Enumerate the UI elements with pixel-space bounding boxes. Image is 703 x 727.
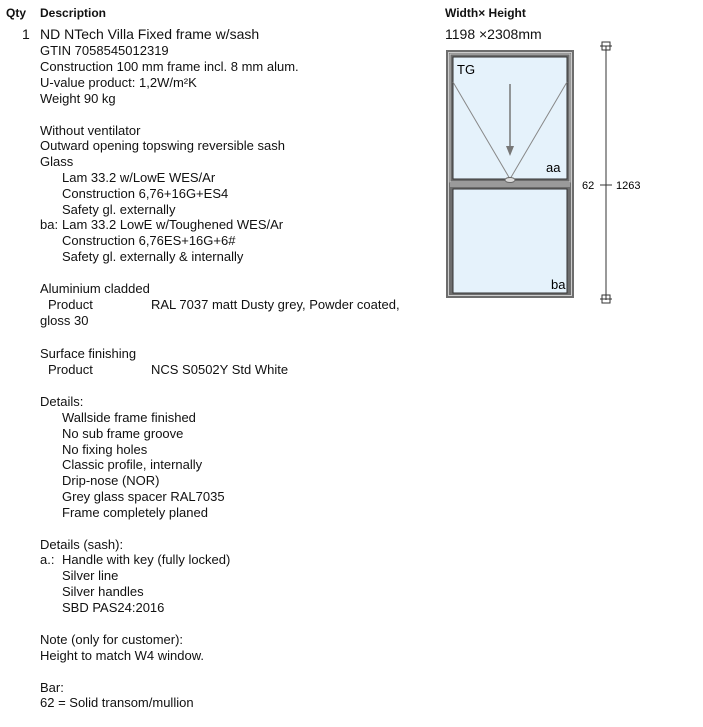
- cladding-product-value: RAL 7037 matt Dusty grey, Powder coated,: [151, 297, 400, 312]
- bar-text: 62 = Solid transom/mullion: [40, 695, 194, 710]
- cladding-title: Aluminium cladded: [40, 281, 150, 296]
- details-item: Drip-nose (NOR): [62, 473, 160, 488]
- details-item: Grey glass spacer RAL7035: [62, 489, 225, 504]
- cladding-product-label: Product: [48, 297, 93, 312]
- details-item: Frame completely planed: [62, 505, 208, 520]
- lower-glass-label: ba: [551, 277, 566, 292]
- glass-label: Glass: [40, 154, 74, 169]
- construction: Construction 100 mm frame incl. 8 mm alum.: [40, 59, 299, 74]
- details-item: No fixing holes: [62, 442, 148, 457]
- item-size: 1198 ×2308mm: [445, 26, 542, 42]
- glass2-safety: Safety gl. externally & internally: [62, 249, 244, 264]
- details-sash-prefix: a.:: [40, 552, 55, 567]
- gtin: GTIN 7058545012319: [40, 43, 169, 58]
- details-sash-item: Handle with key (fully locked): [62, 552, 231, 567]
- glass2-type: Lam 33.2 LowE w/Toughened WES/Ar: [62, 217, 284, 232]
- window-drawing: [440, 36, 700, 310]
- bar-dimension: 62: [582, 180, 595, 192]
- details-sash-item: Silver handles: [62, 584, 144, 599]
- glass2-construction: Construction 6,76ES+16G+6#: [62, 233, 236, 248]
- surface-title: Surface finishing: [40, 346, 137, 361]
- glass2-prefix: ba:: [40, 217, 59, 232]
- glass1-type: Lam 33.2 w/LowE WES/Ar: [62, 170, 216, 185]
- lower-glass: [453, 189, 567, 293]
- surface-product-label: Product: [48, 362, 93, 377]
- qty-header: Qty: [6, 6, 27, 20]
- cladding-product-value-cont: gloss 30: [40, 313, 89, 328]
- details-sash-item: SBD PAS24:2016: [62, 600, 165, 615]
- u-value: U-value product: 1,2W/m²K: [40, 75, 197, 90]
- details-item: No sub frame groove: [62, 426, 184, 441]
- surface-product-value: NCS S0502Y Std White: [151, 362, 289, 377]
- glass1-safety: Safety gl. externally: [62, 202, 176, 217]
- note-title: Note (only for customer):: [40, 632, 184, 647]
- glass1-construction: Construction 6,76+16G+ES4: [62, 186, 229, 201]
- note-text: Height to match W4 window.: [40, 648, 205, 663]
- height-dimension: 1263: [616, 180, 641, 192]
- description-header: Description: [40, 6, 107, 20]
- top-label: TG: [457, 62, 476, 77]
- details-sash-item: Silver line: [62, 568, 119, 583]
- opening: Outward opening topswing reversible sash: [40, 138, 285, 153]
- ventilator: Without ventilator: [40, 123, 141, 138]
- bar-title: Bar:: [40, 680, 64, 695]
- dimensions-header: Width× Height: [445, 6, 526, 20]
- details-sash-title: Details (sash):: [40, 537, 124, 552]
- item-qty: 1: [22, 26, 30, 42]
- details-item: Wallside frame finished: [62, 410, 196, 425]
- details-item: Classic profile, internally: [62, 457, 203, 472]
- item-title: ND NTech Villa Fixed frame w/sash: [40, 26, 260, 42]
- upper-sash-label: aa: [546, 160, 561, 175]
- details-title: Details:: [40, 394, 84, 409]
- weight: Weight 90 kg: [40, 91, 116, 106]
- handle-icon: [505, 178, 515, 183]
